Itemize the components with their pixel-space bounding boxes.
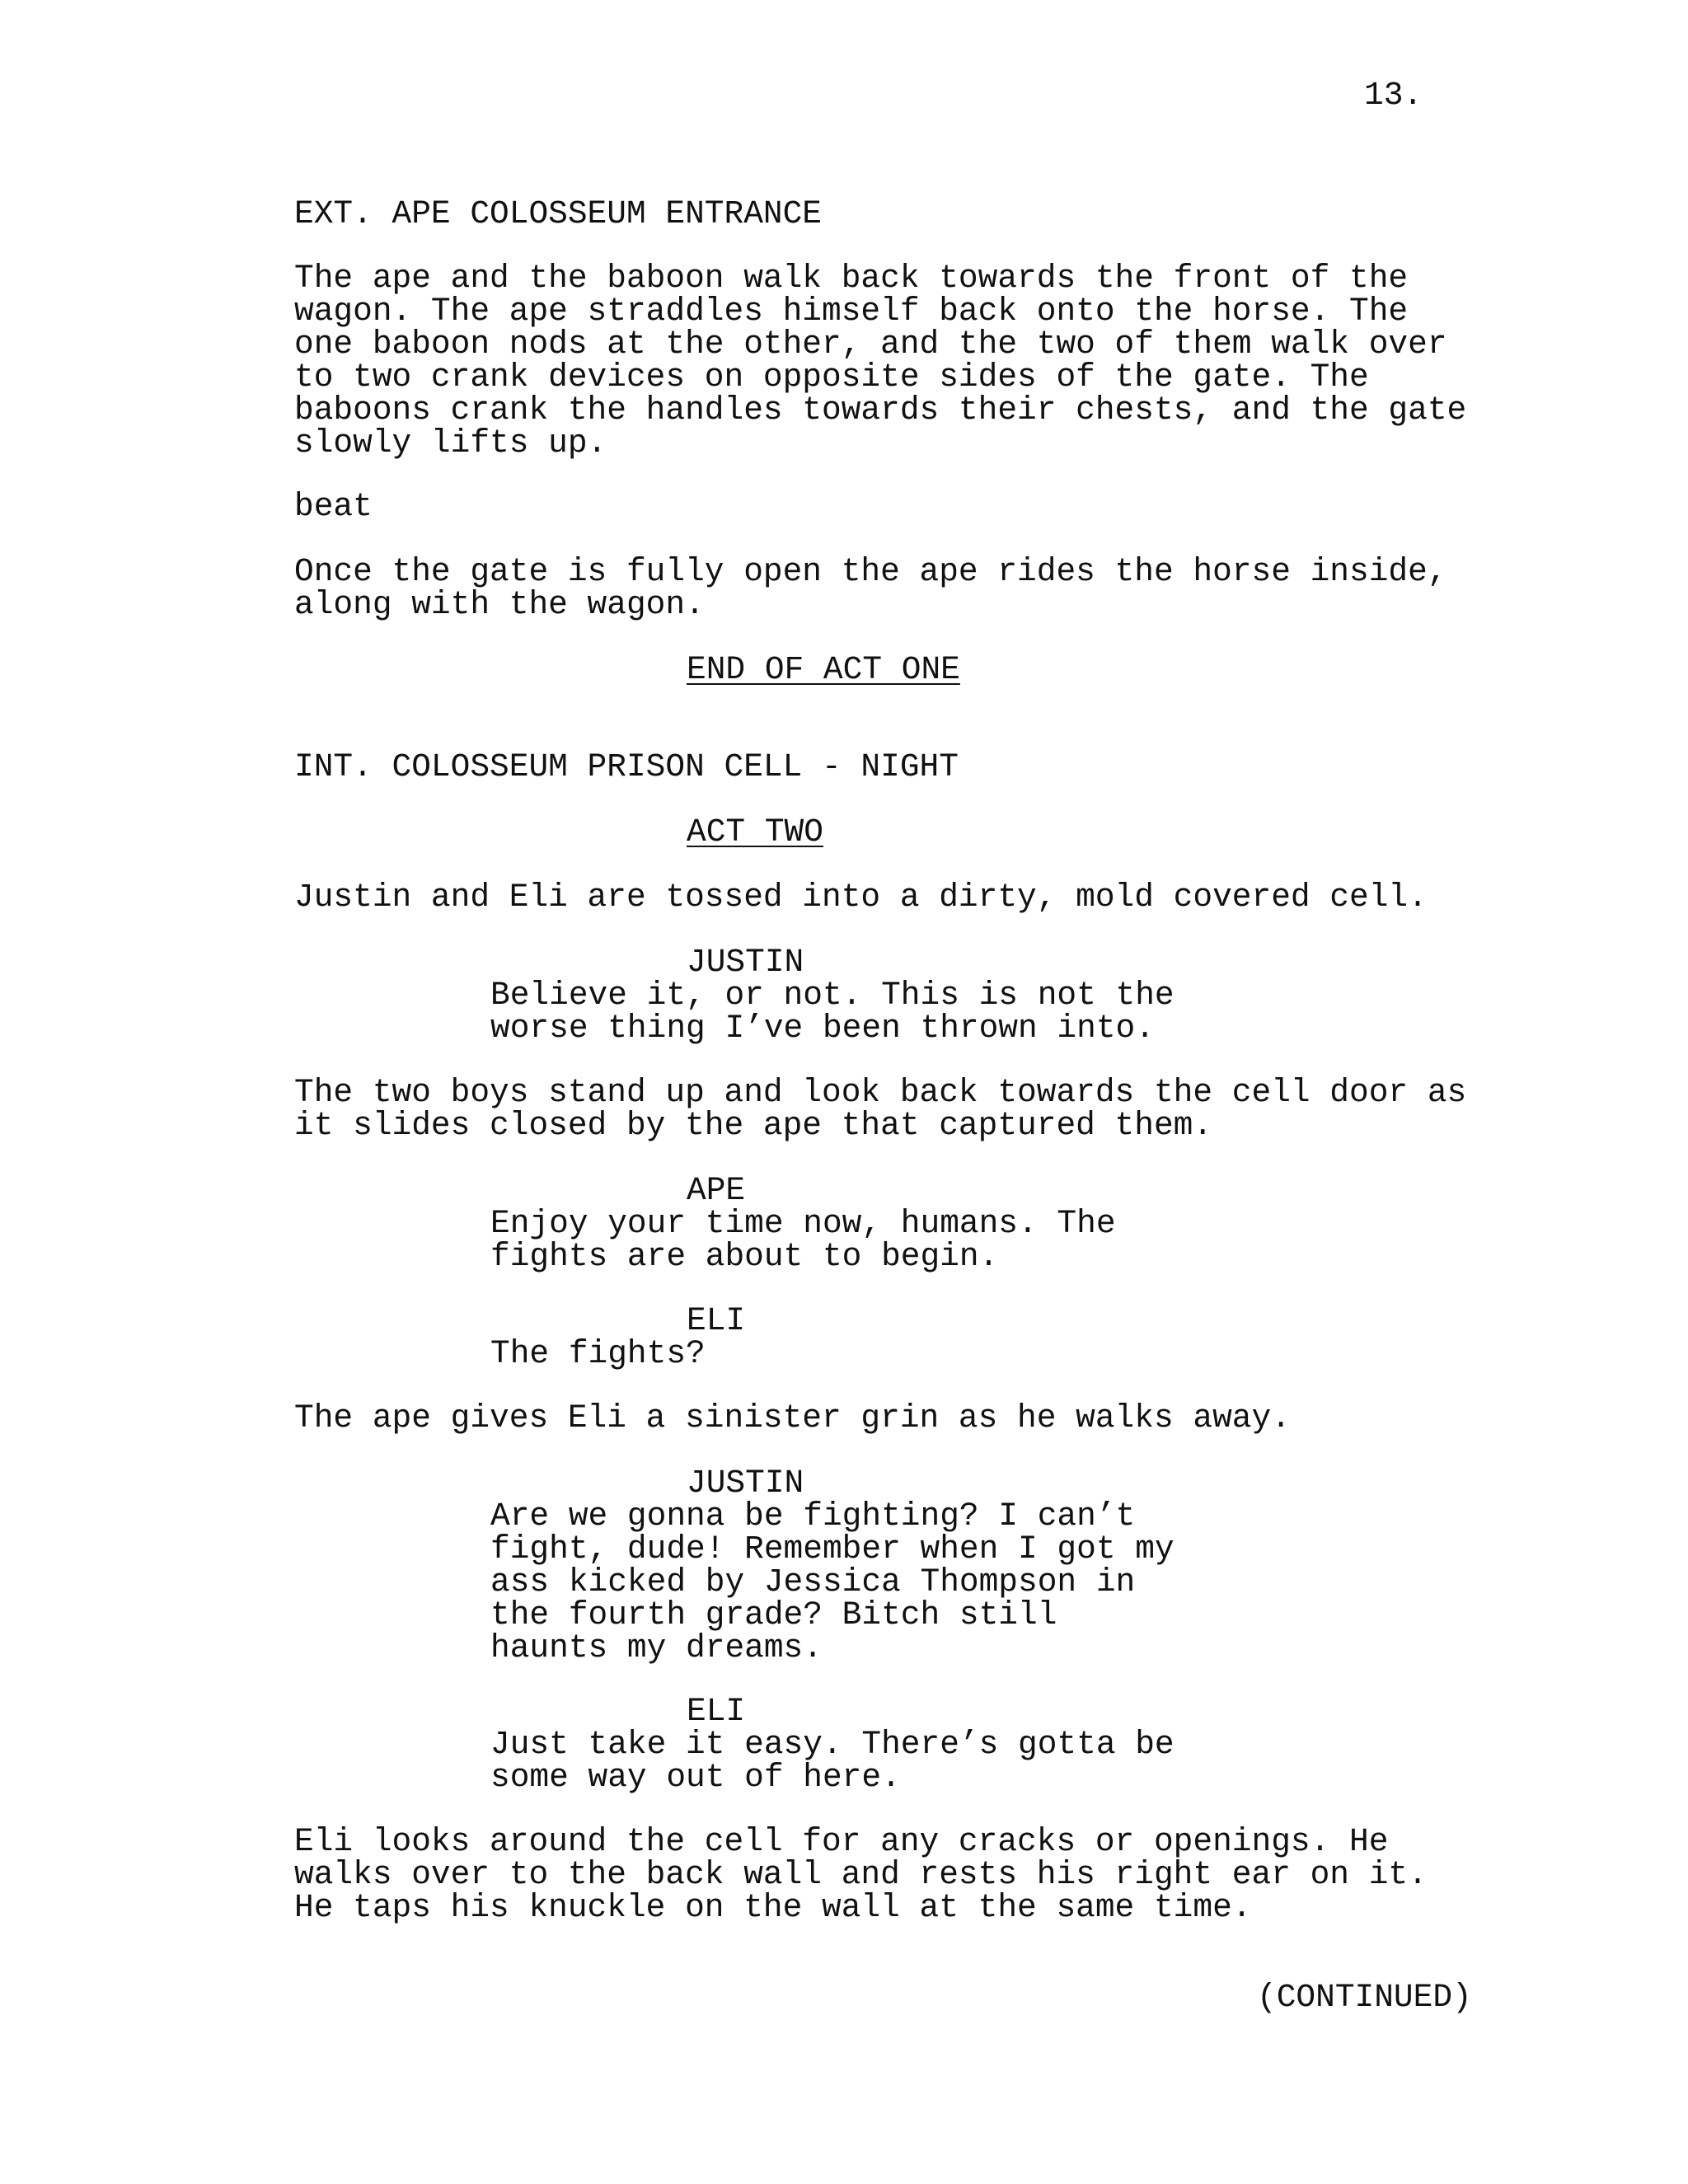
scene-heading: INT. COLOSSEUM PRISON CELL - NIGHT <box>294 748 959 785</box>
character-name: JUSTIN <box>687 944 804 981</box>
dialogue-text: The fights? <box>490 1335 706 1372</box>
continued-label: (CONTINUED) <box>1257 1979 1472 2016</box>
character-name: APE <box>687 1172 746 1209</box>
character-name: ELI <box>687 1302 746 1339</box>
action-beat: beat <box>294 488 373 525</box>
page-number: 13. <box>1364 77 1423 114</box>
dialogue-text: Enjoy your time now, humans. The fights are about to begin. <box>490 1205 1116 1275</box>
act-end-label: END OF ACT ONE <box>687 651 960 688</box>
action-paragraph: Justin and Eli are tossed into a dirty, mold covered cell. <box>294 879 1428 916</box>
dialogue-text: Believe it, or not. This is not the worse thing I’ve been thrown into. <box>490 977 1175 1047</box>
character-name: JUSTIN <box>687 1465 804 1502</box>
action-paragraph: The ape gives Eli a sinister grin as he walks away. <box>294 1399 1291 1436</box>
act-start-label: ACT TWO <box>687 813 823 851</box>
character-name: ELI <box>687 1693 746 1730</box>
action-paragraph: Once the gate is fully open the ape rides the horse inside, along with the wagon. <box>294 553 1447 623</box>
action-paragraph: The ape and the baboon walk back towards the front of the wagon. The ape straddles himself back onto the horse. The one baboon nods at the other, and the two of them walk over to two crank devices on opposite sides of the gate. The baboons crank the handles towards their chests, and the gate slowly lifts up. <box>294 260 1467 462</box>
action-paragraph: Eli looks around the cell for any cracks or openings. He walks over to the back wall and rests his right ear on it. He taps his knuckle on the wall at the same time. <box>294 1823 1428 1926</box>
scene-heading: EXT. APE COLOSSEUM ENTRANCE <box>294 195 823 232</box>
dialogue-text: Are we gonna be fighting? I can’t fight, dude! Remember when I got my ass kicked by Jessica Thompson in the fourth grade? Bitch still haunts my dreams. <box>490 1497 1175 1666</box>
dialogue-text: Just take it easy. There’s gotta be some way out of here. <box>490 1726 1175 1796</box>
action-paragraph: The two boys stand up and look back towards the cell door as it slides closed by the ape that captured them. <box>294 1074 1467 1144</box>
